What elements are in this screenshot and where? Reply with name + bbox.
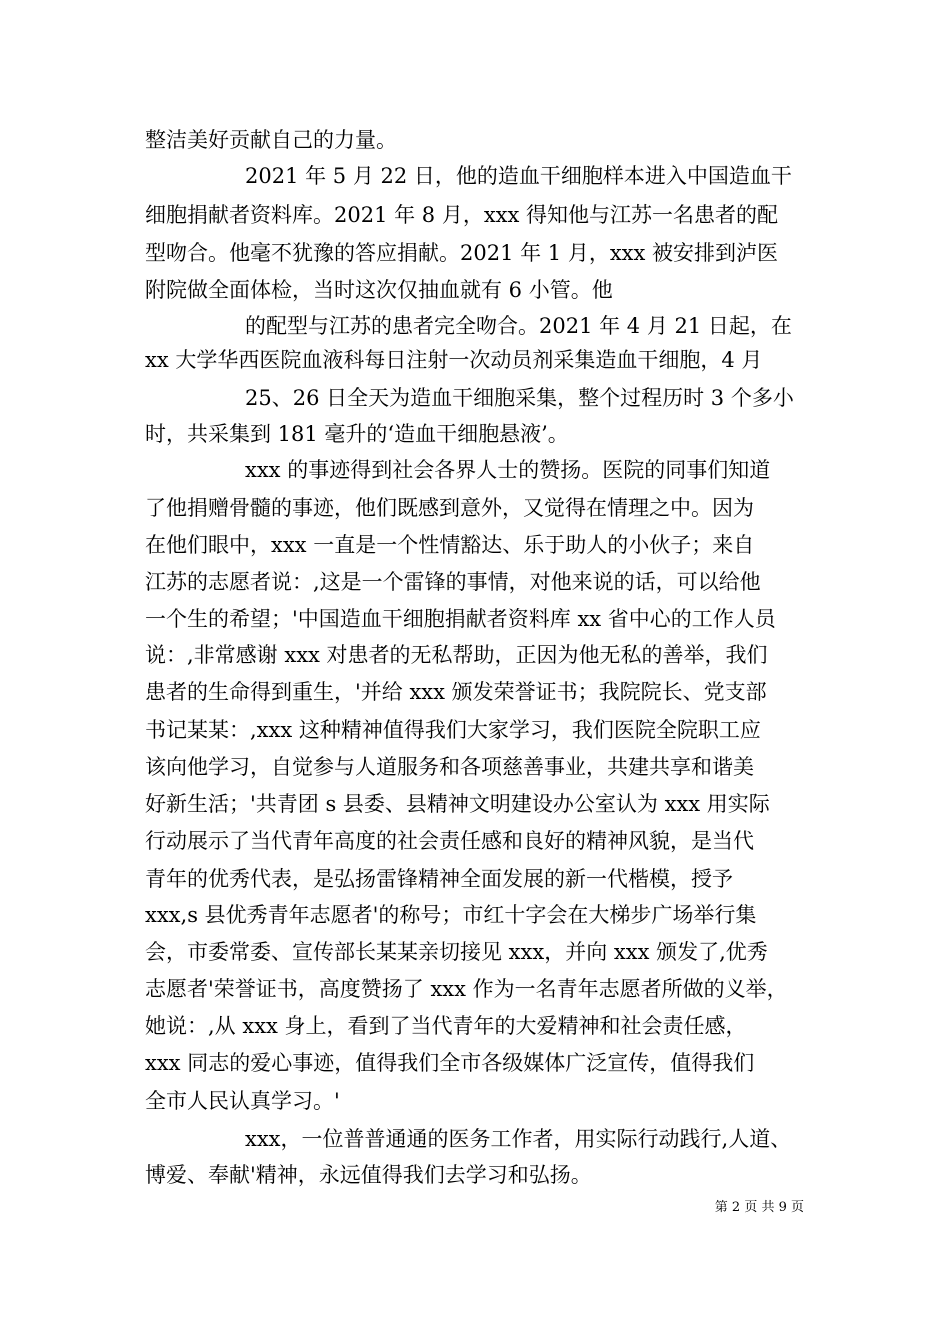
text-line: 江苏的志愿者说：,这是一个雷锋的事情，对他来说的话，可以给他 [145, 570, 761, 594]
text-line: 会，市委常委、宣传部长某某亲切接见 xxx，并向 xxx 颁发了,优秀 [145, 940, 768, 964]
text-line: 全市人民认真学习。' [145, 1089, 340, 1113]
text-line: 整洁美好贡献自己的力量。 [145, 128, 397, 152]
text-line: 细胞捐献者资料库。2021 年 8 月，xxx 得知他与江苏一名患者的配 [145, 203, 779, 227]
text-line: 型吻合。他毫不犹豫的答应捐献。2021 年 1 月，xxx 被安排到泸医 [145, 241, 779, 265]
text-line: 时，共采集到 181 毫升的‘造血干细胞悬液’。 [145, 422, 569, 446]
text-line: 附院做全面体检，当时这次仅抽血就有 6 小管。他 [145, 278, 613, 302]
text-line: xxx 的事迹得到社会各界人士的赞扬。医院的同事们知道 [245, 458, 771, 482]
text-line: 青年的优秀代表，是弘扬雷锋精神全面发展的新一代楷模，授予 [145, 867, 733, 891]
text-line: 志愿者'荣誉证书，高度赞扬了 xxx 作为一名青年志愿者所做的义举， [145, 977, 788, 1001]
text-line: 好新生活；'共青团 s 县委、县精神文明建设办公室认为 xxx 用实际 [145, 792, 770, 816]
text-line: xxx 同志的爱心事迹，值得我们全市各级媒体广泛宣传，值得我们 [145, 1051, 755, 1075]
text-line: xx 大学华西医院血液科每日注射一次动员剂采集造血干细胞，4 月 [145, 348, 763, 372]
text-line: 25、26 日全天为造血干细胞采集，整个过程历时 3 个多小 [245, 386, 794, 410]
text-line: 2021 年 5 月 22 日，他的造血干细胞样本进入中国造血干 [245, 164, 792, 188]
text-line: 她说：,从 xxx 身上，看到了当代青年的大爱精神和社会责任感， [145, 1014, 747, 1038]
text-line: 患者的生命得到重生，'并给 xxx 颁发荣誉证书；我院院长、党支部 [145, 680, 767, 704]
text-line: 了他捐赠骨髓的事迹，他们既感到意外，又觉得在情理之中。因为 [145, 496, 754, 520]
text-line: 在他们眼中，xxx 一直是一个性情豁达、乐于助人的小伙子；来自 [145, 533, 755, 557]
text-line: xxx，一位普普通通的医务工作者，用实际行动践行,人道、 [245, 1127, 792, 1151]
text-line: 说：,非常感谢 xxx 对患者的无私帮助，正因为他无私的善举，我们 [145, 643, 768, 667]
text-line: 一个生的希望；'中国造血干细胞捐献者资料库 xx 省中心的工作人员 [145, 607, 776, 631]
text-line: xxx,s 县优秀青年志愿者'的称号；市红十字会在大梯步广场举行集 [145, 903, 757, 927]
text-line: 的配型与江苏的患者完全吻合。2021 年 4 月 21 日起，在 [245, 314, 792, 338]
text-line: 该向他学习，自觉参与人道服务和各项慈善事业，共建共享和谐美 [145, 755, 754, 779]
page-indicator: 第 2 页 共 9 页 [714, 1200, 804, 1215]
text-line: 博爱、奉献'精神，永远值得我们去学习和弘扬。 [145, 1163, 592, 1187]
text-line: 书记某某：,xxx 这种精神值得我们大家学习，我们医院全院职工应 [145, 718, 761, 742]
text-line: 行动展示了当代青年高度的社会责任感和良好的精神风貌，是当代 [145, 829, 754, 853]
